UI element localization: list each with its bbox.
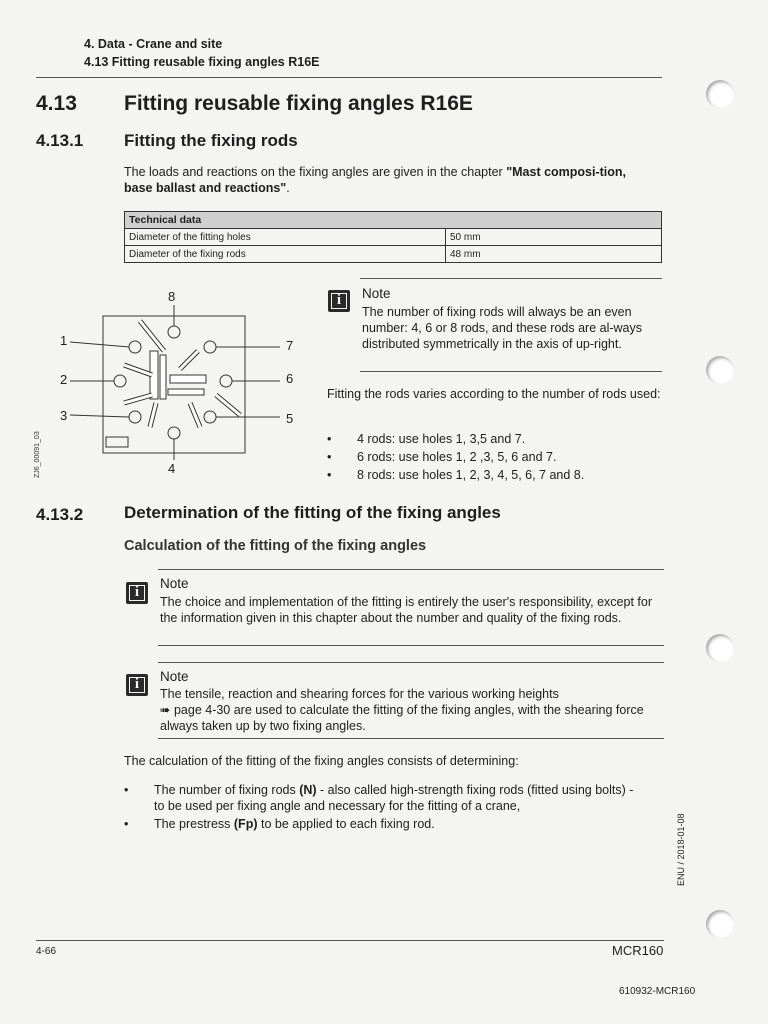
label-hole-7: 7 — [286, 338, 294, 353]
table-header: Technical data — [125, 212, 662, 229]
table-row — [125, 246, 662, 263]
footer-rule — [36, 940, 664, 941]
subsection-title: Fitting the fixing rods — [124, 131, 298, 150]
header-rule — [36, 77, 662, 78]
header-section: 4.13 Fitting reusable fixing angles R16E — [84, 55, 320, 69]
label-hole-5: 5 — [286, 411, 294, 426]
punch-hole — [706, 634, 734, 662]
subsection2-title: Determination of the fitting of the fixing angles — [124, 503, 501, 522]
intro-reference: "Mast composi-tion, base ballast and reactions" — [124, 165, 627, 195]
rods-list — [327, 431, 662, 485]
list-item: • 8 rods: use holes 1, 2, 3, 4, 5, 6, 7 and 8. — [327, 467, 662, 483]
technical-data-table — [124, 211, 662, 263]
model-name: MCR160 — [612, 943, 664, 958]
note3-line1: The tensile, reaction and shearing forces for the various working heights — [160, 687, 559, 701]
table-cell-label: Diameter of the fixing rods — [125, 246, 446, 263]
label-hole-6: 6 — [286, 371, 294, 386]
label-hole-8: 8 — [168, 289, 176, 304]
calc-item2-text: The prestress — [154, 817, 234, 831]
calc-item1-symbol: (N) — [299, 783, 317, 797]
note1-rule-bottom — [360, 371, 662, 372]
calc-item1-text: The number of fixing rods — [154, 783, 300, 797]
section-title: Fitting reusable fixing angles R16E — [124, 92, 473, 115]
label-hole-4: 4 — [168, 461, 176, 476]
calc-list — [124, 782, 644, 834]
note1-text: The number of fixing rods will always be an even number: 4, 6 or 8 rods, and these rods are al-ways distributed symmetrically in the axis of up-right. — [362, 305, 643, 351]
label-hole-2: 2 — [60, 372, 68, 387]
info-icon: i — [126, 582, 148, 604]
punch-hole — [706, 910, 734, 938]
section-number: 4.13 — [36, 92, 77, 115]
list-item: • 6 rods: use holes 1, 2 ,3, 5, 6 and 7. — [327, 449, 662, 465]
calc-item1-rest: - also called high-strength fixing rods (fitted using bolts) - to be used per fixing angle and necessary for the fitting of a crane, — [154, 783, 634, 813]
calc-intro: The calculation of the fitting of the fixing angles consists of determining: — [124, 754, 519, 768]
note1-rule-top — [360, 278, 662, 279]
list-item — [124, 782, 644, 814]
table-row — [125, 229, 662, 246]
note3-title: Note — [160, 669, 189, 684]
side-code: ENU / 2018-01-08 — [676, 813, 686, 886]
table-cell-value: 50 mm — [446, 229, 662, 246]
label-hole-1: 1 — [60, 333, 68, 348]
calc-item2-symbol: (Fp) — [233, 817, 258, 831]
list-item — [124, 816, 644, 832]
note3-rule-top — [158, 662, 664, 663]
intro-paragraph — [124, 164, 654, 196]
intro-end: . — [286, 181, 290, 195]
note1-title: Note — [362, 286, 391, 301]
note3-text — [160, 686, 664, 734]
list-item: • 4 rods: use holes 1, 3,5 and 7. — [327, 431, 662, 447]
intro-text: The loads and reactions on the fixing angles are given in the chapter — [124, 165, 507, 179]
note2-title: Note — [160, 576, 189, 591]
note3-line2: page 4-30 are used to calculate the fitting of the fixing angles, with the shearing force always taken up by two fixing angles. — [160, 703, 644, 733]
fixing-angle-drawing — [40, 285, 310, 485]
page-reference-arrow-icon: ➠ — [160, 703, 171, 717]
subsection-number: 4.13.1 — [36, 131, 84, 150]
document-number: 610932-MCR160 — [619, 986, 696, 997]
table-cell-value: 48 mm — [446, 246, 662, 263]
subsection2-number: 4.13.2 — [36, 505, 84, 524]
info-icon: i — [328, 290, 350, 312]
label-hole-3: 3 — [60, 408, 68, 423]
note3-rule-bottom — [158, 738, 664, 739]
calc-item2-rest: to be applied to each fixing rod. — [257, 817, 435, 831]
note2-rule-top — [158, 569, 664, 570]
rods-intro: Fitting the rods varies according to the number of rods used: — [327, 387, 661, 401]
subsection2-subtitle: Calculation of the fitting of the fixing angles — [124, 538, 427, 554]
diagram-code: ZJ6_00091_03 — [34, 431, 41, 478]
note2-text: The choice and implementation of the fitting is entirely the user's responsibility, except for the information given in this chapter about the number and quality of the fixing rods. — [160, 595, 652, 625]
page-number: 4-66 — [36, 946, 57, 957]
info-icon: i — [126, 674, 148, 696]
header-chapter: 4. Data - Crane and site — [84, 37, 223, 51]
punch-hole — [706, 80, 734, 108]
fixing-holes-diagram — [40, 285, 310, 485]
table-cell-label: Diameter of the fitting holes — [125, 229, 446, 246]
punch-hole — [706, 356, 734, 384]
note2-rule-bottom — [158, 645, 664, 646]
